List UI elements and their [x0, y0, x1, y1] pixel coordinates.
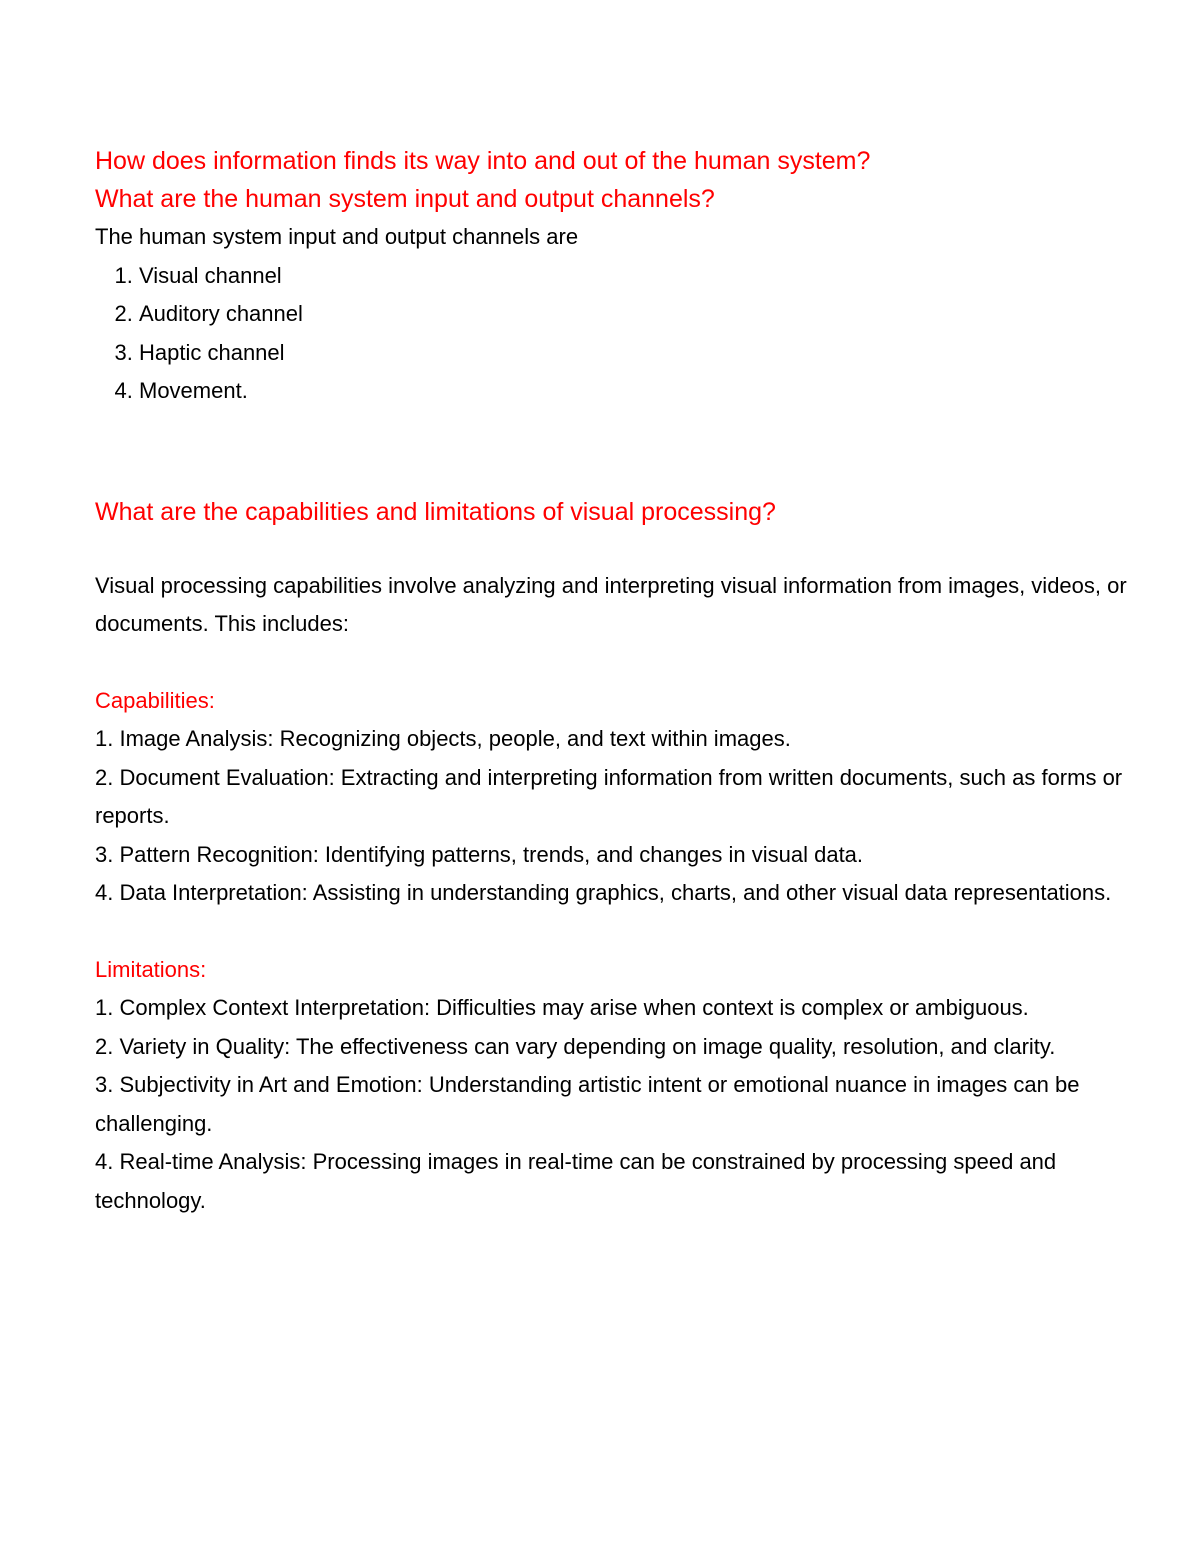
capabilities-list	[95, 720, 1135, 913]
document-body	[95, 142, 1135, 1220]
question-heading-3: What are the capabilities and limitations of visual processing?	[95, 497, 776, 526]
limitations-heading: Limitations:	[95, 956, 207, 982]
list-item: 4. Movement.	[139, 372, 1135, 411]
list-item: 2. Auditory channel	[139, 295, 1135, 334]
list-item: 2. Variety in Quality: The effectiveness can vary depending on image quality, resolution, and clarity.	[95, 1033, 1056, 1059]
spacer	[95, 411, 1135, 493]
spacer	[95, 531, 1135, 567]
list-item: 4. Data Interpretation: Assisting in understanding graphics, charts, and other visual data representations.	[95, 880, 1112, 905]
list-item: 1. Complex Context Interpretation: Difficulties may arise when context is complex or ambiguous.	[95, 995, 1029, 1020]
spacer	[95, 913, 1135, 951]
list-item: 4. Real-time Analysis: Processing images in real-time can be constrained by processing speed and technology.	[95, 1149, 1057, 1213]
visual-processing-intro: Visual processing capabilities involve analyzing and interpreting visual information from images, videos, or documents. This includes:	[95, 572, 1127, 636]
list-item: 3. Subjectivity in Art and Emotion: Understanding artistic intent or emotional nuance in images can be challenging.	[95, 1072, 1080, 1136]
list-item: 2. Document Evaluation: Extracting and interpreting information from written documents, such as forms or reports.	[95, 764, 1123, 828]
limitations-list	[95, 989, 1135, 1220]
list-item: 3. Haptic channel	[139, 334, 1135, 373]
question-heading-1: How does information finds its way into and out of the human system?	[95, 147, 871, 175]
spacer	[95, 644, 1135, 682]
list-item: 1. Image Analysis: Recognizing objects, people, and text within images.	[95, 726, 791, 751]
list-item: 1. Visual channel	[139, 257, 1135, 296]
capabilities-heading: Capabilities:	[95, 687, 215, 713]
channels-intro: The human system input and output channels are	[95, 224, 579, 249]
channels-list	[95, 257, 1135, 411]
question-heading-2: What are the human system input and output channels?	[95, 185, 715, 213]
list-item: 3. Pattern Recognition: Identifying patterns, trends, and changes in visual data.	[95, 841, 864, 867]
